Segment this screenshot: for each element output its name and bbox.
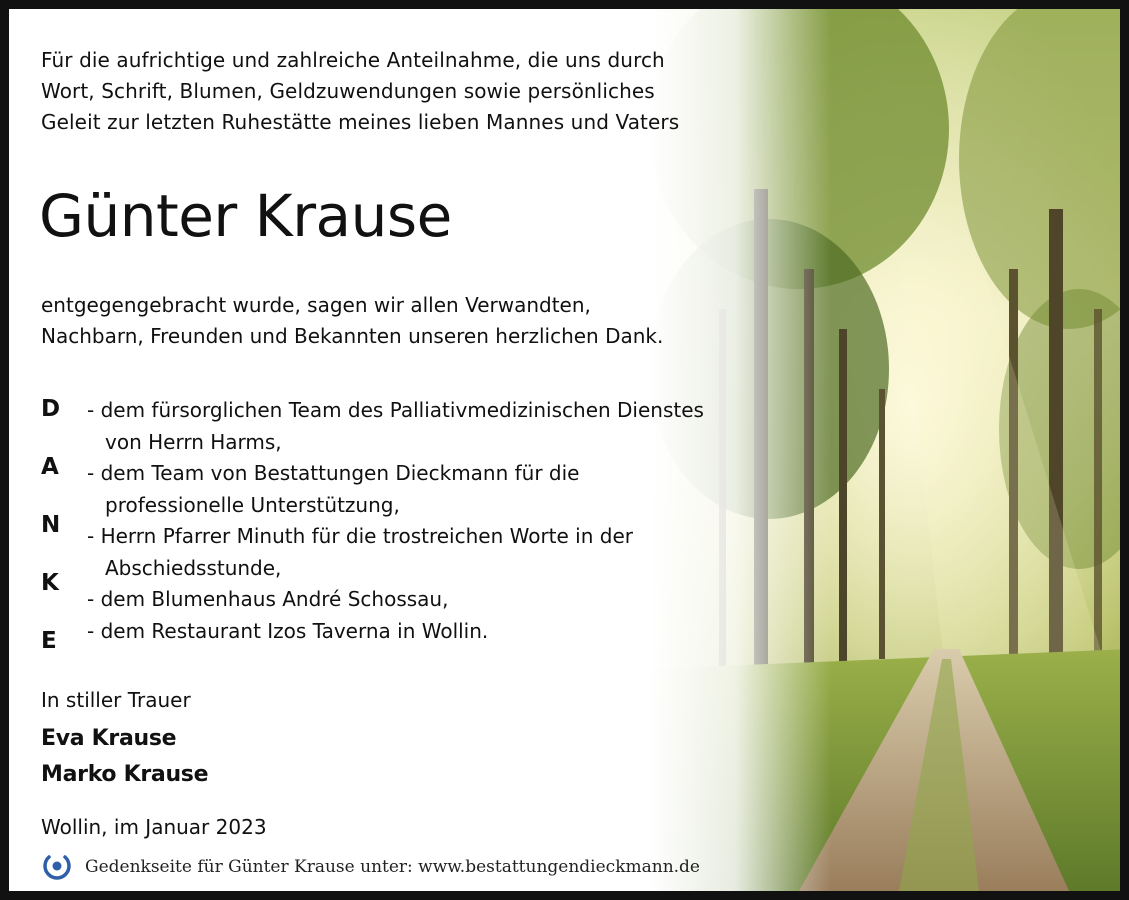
thanks-text: [41, 290, 663, 352]
acknowledgement-list: [87, 395, 704, 647]
memorial-page-link[interactable]: Gedenkseite für Günter Krause unter: www.bestattungendieckmann.de: [85, 857, 700, 877]
thanks-line: entgegengebracht wurde, sagen wir allen Verwandten,: [41, 293, 591, 317]
deceased-name: Günter Krause: [39, 182, 452, 250]
intro-line: Wort, Schrift, Blumen, Geldzuwendungen sowie persönliches: [41, 79, 655, 103]
danke-letter: K: [41, 570, 59, 596]
mourner-name: Marko Krause: [41, 762, 209, 787]
funeral-home-logo-icon: [41, 851, 73, 883]
thanks-line: Nachbarn, Freunden und Bekannten unseren herzlichen Dank.: [41, 324, 664, 348]
place-date: Wollin, im Januar 2023: [41, 815, 267, 839]
acknowledgement-item: - dem Restaurant Izos Taverna in Wollin.: [87, 618, 489, 643]
intro-line: Für die aufrichtige und zahlreiche Anteilnahme, die uns durch: [41, 48, 665, 72]
intro-text: [41, 45, 679, 138]
danke-acrostic: [41, 391, 71, 681]
acknowledgement-item: - dem Blumenhaus André Schossau,: [87, 587, 449, 611]
mourners-list: [41, 721, 208, 793]
forest-path-photo: [649, 9, 1129, 891]
acknowledgement-continuation: von Herrn Harms,: [105, 429, 282, 454]
acknowledgement-continuation: professionelle Unterstützung,: [105, 492, 400, 517]
mourner-name: Eva Krause: [41, 726, 177, 751]
memorial-page-footer: [41, 851, 700, 883]
acknowledgement-item: - Herrn Pfarrer Minuth für die trostreichen Worte in der: [87, 524, 633, 548]
forest-illustration: [649, 9, 1129, 891]
acknowledgement-item: - dem Team von Bestattungen Dieckmann für die: [87, 461, 580, 485]
danke-letter: A: [41, 454, 59, 480]
acknowledgement-continuation: Abschiedsstunde,: [105, 555, 282, 580]
danke-letter: N: [41, 512, 61, 538]
mourning-label: In stiller Trauer: [41, 688, 191, 712]
intro-line: Geleit zur letzten Ruhestätte meines lieben Mannes und Vaters: [41, 110, 680, 134]
danke-letter: E: [41, 628, 57, 654]
acknowledgement-item: - dem fürsorglichen Team des Palliativmedizinischen Dienstes: [87, 398, 704, 422]
danke-letter: D: [41, 396, 61, 422]
